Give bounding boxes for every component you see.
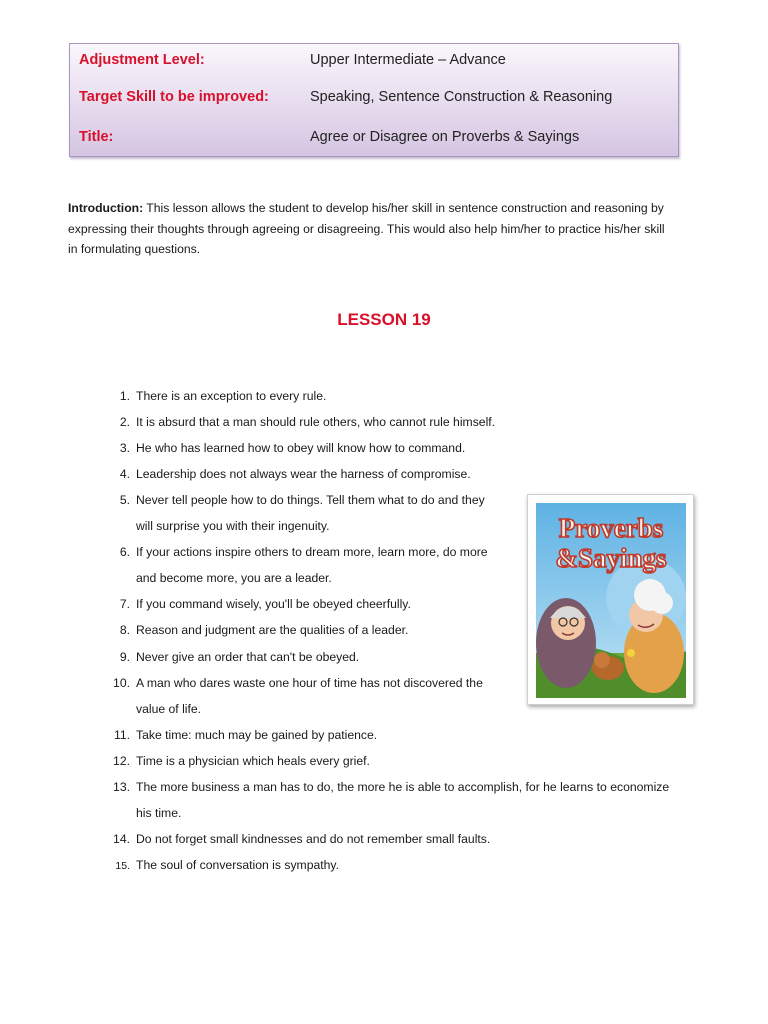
- list-item-number: 4.: [119, 467, 130, 481]
- grandma-right-hair-bun: [651, 592, 673, 614]
- chick-icon: [627, 649, 635, 657]
- list-item-text: There is an exception to every rule.: [136, 389, 327, 403]
- list-item-text: Leadership does not always wear the harness of compromise.: [136, 467, 471, 481]
- list-item-number: 13.: [113, 780, 130, 794]
- list-item-text: The more business a man has to do, the more he is able to accomplish, for he learns to economize: [136, 780, 670, 794]
- introduction-paragraph: [68, 198, 704, 260]
- list-item-text: will surprise you with their ingenuity.: [136, 519, 330, 533]
- list-item-text: Reason and judgment are the qualities of a leader.: [136, 623, 409, 637]
- info-label: Adjustment Level:: [79, 52, 205, 68]
- intro-text: This lesson allows the student to develop his/her skill in sentence construction and reasoning by: [143, 201, 664, 215]
- book-title-line1: Proverbs: [558, 513, 664, 543]
- list-item-number: 2.: [119, 415, 130, 429]
- lesson-title: LESSON 19: [337, 310, 431, 329]
- list-item-number: 14.: [113, 832, 130, 846]
- list-item-text: Never tell people how to do things. Tell them what to do and they: [136, 493, 485, 507]
- info-value: Speaking, Sentence Construction & Reasoning: [310, 89, 613, 105]
- list-item-number: 8.: [119, 623, 130, 637]
- list-item-number: 5.: [119, 493, 130, 507]
- list-item-text: Do not forget small kindnesses and do not remember small faults.: [136, 832, 491, 846]
- list-item-text: his time.: [136, 806, 182, 820]
- list-item-number: 15.: [115, 860, 130, 872]
- list-item-number: 7.: [119, 597, 130, 611]
- lesson-info-box: [69, 43, 679, 157]
- proverbs-book-cover-image: [527, 494, 694, 705]
- list-item-text: A man who dares waste one hour of time has not discovered the: [136, 676, 483, 690]
- book-cover-illustration: [536, 503, 686, 698]
- info-value: Upper Intermediate – Advance: [310, 52, 506, 68]
- intro-line: expressing their thoughts through agreeing or disagreeing. This would also help him/her to practice his/her skill: [68, 221, 665, 236]
- list-item-text: Never give an order that can't be obeyed.: [136, 650, 360, 664]
- list-item-number: 9.: [119, 650, 130, 664]
- list-item-text: If your actions inspire others to dream more, learn more, do more: [136, 545, 488, 559]
- list-item-text: value of life.: [136, 702, 202, 716]
- intro-label: Introduction:: [68, 201, 144, 215]
- list-item-text: The soul of conversation is sympathy.: [136, 858, 339, 872]
- list-item-number: 1.: [119, 389, 130, 403]
- list-item-text: If you command wisely, you'll be obeyed cheerfully.: [136, 597, 411, 611]
- list-item-text: He who has learned how to obey will know how to command.: [136, 441, 466, 455]
- list-item-text: Take time: much may be gained by patience.: [136, 728, 378, 742]
- info-label: Target Skill to be improved:: [79, 89, 269, 105]
- list-item-number: 6.: [119, 545, 130, 559]
- info-label: Title:: [79, 129, 114, 145]
- list-item-number: 10.: [113, 676, 130, 690]
- list-item-text: It is absurd that a man should rule others, who cannot rule himself.: [136, 415, 496, 429]
- cat-head: [594, 652, 610, 668]
- intro-line: in formulating questions.: [68, 242, 201, 256]
- list-item-number: 3.: [119, 441, 130, 455]
- list-item-number: 11.: [113, 728, 130, 742]
- list-item-text: and become more, you are a leader.: [136, 571, 332, 585]
- intro-line: [68, 198, 704, 219]
- list-item-number: 12.: [113, 754, 130, 768]
- list-item-text: Time is a physician which heals every grief.: [136, 754, 370, 768]
- info-value: Agree or Disagree on Proverbs & Sayings: [310, 129, 580, 145]
- book-title-line2: &Sayings: [555, 543, 667, 573]
